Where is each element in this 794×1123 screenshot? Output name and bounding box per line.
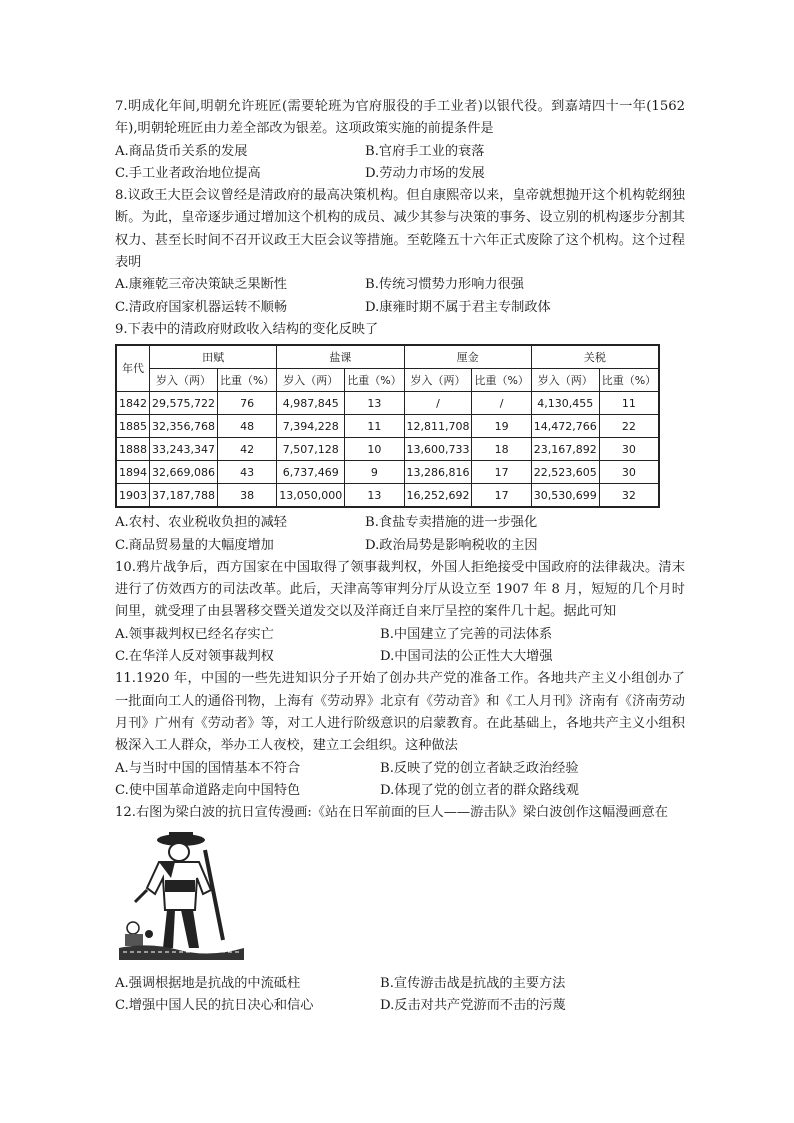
income-cell: 13,600,733 xyxy=(404,438,472,461)
income-cell: 32,669,086 xyxy=(150,461,218,484)
group-header-salt-tax: 盐课 xyxy=(277,345,404,369)
ratio-cell: 11 xyxy=(345,415,404,438)
ratio-cell: 11 xyxy=(599,392,659,415)
income-cell: 7,394,228 xyxy=(277,415,345,438)
q12-option-b[interactable]: B.宣传游击战是抗战的主要方法 xyxy=(380,975,566,991)
q11-option-a[interactable]: A.与当时中国的国情基本不符合 xyxy=(115,760,301,776)
question-12-options-row-1 xyxy=(115,973,685,995)
q9-option-d[interactable]: D.政治局势是影响税收的主因 xyxy=(365,537,538,553)
q10-option-c[interactable]: C.在华洋人反对领事裁判权 xyxy=(115,649,274,665)
q8-option-b[interactable]: B.传统习惯势力形响力很强 xyxy=(365,277,524,293)
question-7-options-row-2 xyxy=(115,163,685,185)
ratio-cell: 48 xyxy=(217,415,276,438)
question-7-options-row-1 xyxy=(115,141,685,163)
q9-option-b[interactable]: B.食盐专卖措施的进一步强化 xyxy=(365,515,538,531)
income-cell: 22,523,605 xyxy=(531,461,599,484)
q11-option-d[interactable]: D.体现了党的创立者的群众路线观 xyxy=(380,782,579,798)
ratio-cell: 76 xyxy=(217,392,276,415)
year-cell: 1894 xyxy=(116,461,150,484)
question-10-options-row-1 xyxy=(115,624,685,646)
income-cell: 29,575,722 xyxy=(150,392,218,415)
question-9-options-row-1 xyxy=(115,512,685,534)
income-cell: 23,167,892 xyxy=(531,438,599,461)
ratio-cell: 17 xyxy=(472,461,531,484)
table-row xyxy=(116,392,659,415)
group-header-customs: 关税 xyxy=(531,345,659,369)
sub-header-ratio: 比重（%） xyxy=(599,369,659,392)
q10-option-a[interactable]: A.领事裁判权已经名存实亡 xyxy=(115,626,274,642)
income-cell: 13,286,816 xyxy=(404,461,472,484)
income-cell: 16,252,692 xyxy=(404,484,472,508)
ratio-cell: 13 xyxy=(345,484,404,508)
ratio-cell: 19 xyxy=(472,415,531,438)
question-9-stem: 9.下表中的清政府财政收入结构的变化反映了 xyxy=(115,321,379,337)
sub-header-ratio: 比重（%） xyxy=(345,369,404,392)
question-10-stem: 10.鸦片战争后，西方国家在中国取得了领事裁判权，外国人拒绝接受中国政府的法律裁决。清末进行了仿效西方的司法改革。此后，天津高等审判分厅从设立至 1907 年 8 月，短短的几个月时间里，就受理了由县署移交暨关道发交以及洋商迁自来厅呈控的案件几十起。据此可知 xyxy=(115,559,685,620)
ratio-cell: 30 xyxy=(599,438,659,461)
q9-option-a[interactable]: A.农村、农业税收负担的减轻 xyxy=(115,515,287,531)
ratio-cell: 13 xyxy=(345,392,404,415)
income-cell: 7,507,128 xyxy=(277,438,345,461)
income-cell: 32,356,768 xyxy=(150,415,218,438)
sub-header-income: 岁入（两） xyxy=(404,369,472,392)
year-cell: 1842 xyxy=(116,392,150,415)
q7-option-a[interactable]: A.商品货币关系的发展 xyxy=(115,143,248,159)
ratio-cell: 43 xyxy=(217,461,276,484)
question-7-stem: 7.明成化年间,明朝允许班匠(需要轮班为官府服役的手工业者)以银代役。到嘉靖四十一年(1562年),明朝轮班匠由力差全部改为银差。这项政策实施的前提条件是 xyxy=(115,99,685,137)
question-8-stem: 8.议政王大臣会议曾经是清政府的最高决策机构。但自康熙帝以来，皇帝就想抛开这个机构乾纲独断。为此，皇帝逐步通过增加这个机构的成员、减少其参与决策的事务、设立别的机构逐步分割其权力、甚至长时间不召开议政王大臣会议等措施。至乾隆五十六年正式废除了这个机构。这个过程表明 xyxy=(115,188,685,271)
year-cell: 1903 xyxy=(116,484,150,508)
ratio-cell: 32 xyxy=(599,484,659,508)
q10-option-d[interactable]: D.中国司法的公正性大大增强 xyxy=(380,649,553,665)
ratio-cell: 38 xyxy=(217,484,276,508)
question-12-stem: 12.右图为梁白波的抗日宣传漫画:《站在日军前面的巨人——游击队》梁白波创作这幅漫画意在 xyxy=(115,805,668,821)
income-cell: 6,737,469 xyxy=(277,461,345,484)
guerrilla-cartoon-image xyxy=(119,830,244,960)
q8-option-a[interactable]: A.康雍乾三帝决策缺乏果断性 xyxy=(115,277,287,293)
sub-header-income: 岁入（两） xyxy=(150,369,218,392)
income-cell: 12,811,708 xyxy=(404,415,472,438)
table-row xyxy=(116,484,659,508)
ratio-cell: 9 xyxy=(345,461,404,484)
q9-option-c[interactable]: C.商品贸易量的大幅度增加 xyxy=(115,537,274,553)
q12-option-c[interactable]: C.增强中国人民的抗日决心和信心 xyxy=(115,998,314,1014)
group-header-lijin: 厘金 xyxy=(404,345,531,369)
group-header-land-tax: 田赋 xyxy=(150,345,277,369)
q7-option-b[interactable]: B.官府手工业的衰落 xyxy=(365,143,485,159)
ratio-cell: 10 xyxy=(345,438,404,461)
ratio-cell: 18 xyxy=(472,438,531,461)
table-row xyxy=(116,415,659,438)
year-cell: 1888 xyxy=(116,438,150,461)
income-cell: 37,187,788 xyxy=(150,484,218,508)
ratio-cell: 22 xyxy=(599,415,659,438)
income-cell: 33,243,347 xyxy=(150,438,218,461)
table-header-row-2 xyxy=(116,369,659,392)
revenue-table xyxy=(115,344,660,508)
sub-header-income: 岁入（两） xyxy=(277,369,345,392)
income-cell: / xyxy=(404,392,472,415)
table-body xyxy=(116,392,659,508)
q12-option-a[interactable]: A.强调根据地是抗战的中流砥柱 xyxy=(115,975,301,991)
ratio-cell: / xyxy=(472,392,531,415)
q12-option-d[interactable]: D.反击对共产党游而不击的污蔑 xyxy=(380,998,566,1014)
q11-option-b[interactable]: B.反映了党的创立者缺乏政治经验 xyxy=(380,760,579,776)
table-header-row-1 xyxy=(116,345,659,369)
q7-option-d[interactable]: D.劳动力市场的发展 xyxy=(365,165,485,181)
question-11-stem: 11.1920 年，中国的一些先进知识分子开始了创办共产党的准备工作。各地共产主义小组创办了一批面向工人的通俗刊物，上海有《劳动界》北京有《劳动音》和《工人月刊》济南有《济南劳动月刊》广州有《劳动者》等，对工人进行阶级意识的启蒙教育。在此基础上，各地共产主义小组积极深入工人群众，举办工人夜校，建立工会组织。这种做法 xyxy=(115,671,685,754)
ratio-cell: 30 xyxy=(599,461,659,484)
income-cell: 13,050,000 xyxy=(277,484,345,508)
question-11-options-row-1 xyxy=(115,758,685,780)
sub-header-ratio: 比重（%） xyxy=(217,369,276,392)
q10-option-b[interactable]: B.中国建立了完善的司法体系 xyxy=(380,626,553,642)
sub-header-income: 岁入（两） xyxy=(531,369,599,392)
question-11-options-row-2 xyxy=(115,780,685,802)
question-12-options-row-2 xyxy=(115,995,685,1017)
year-cell: 1885 xyxy=(116,415,150,438)
question-8-options-row-2 xyxy=(115,297,685,319)
question-8-options-row-1 xyxy=(115,274,685,296)
q8-option-c[interactable]: C.清政府国家机器运转不顺畅 xyxy=(115,299,288,315)
q7-option-c[interactable]: C.手工业者政治地位提高 xyxy=(115,165,261,181)
income-cell: 30,530,699 xyxy=(531,484,599,508)
question-10-options-row-2 xyxy=(115,646,685,668)
income-cell: 4,130,455 xyxy=(531,392,599,415)
year-header: 年代 xyxy=(116,345,150,392)
table-row xyxy=(116,438,659,461)
question-9-options-row-2 xyxy=(115,535,685,557)
income-cell: 4,987,845 xyxy=(277,392,345,415)
table-row xyxy=(116,461,659,484)
q11-option-c[interactable]: C.使中国革命道路走向中国特色 xyxy=(115,782,301,798)
ratio-cell: 17 xyxy=(472,484,531,508)
q8-option-d[interactable]: D.康雍时期不属于君主专制政体 xyxy=(365,299,551,315)
income-cell: 14,472,766 xyxy=(531,415,599,438)
ratio-cell: 42 xyxy=(217,438,276,461)
sub-header-ratio: 比重（%） xyxy=(472,369,531,392)
exam-page xyxy=(115,96,685,1017)
